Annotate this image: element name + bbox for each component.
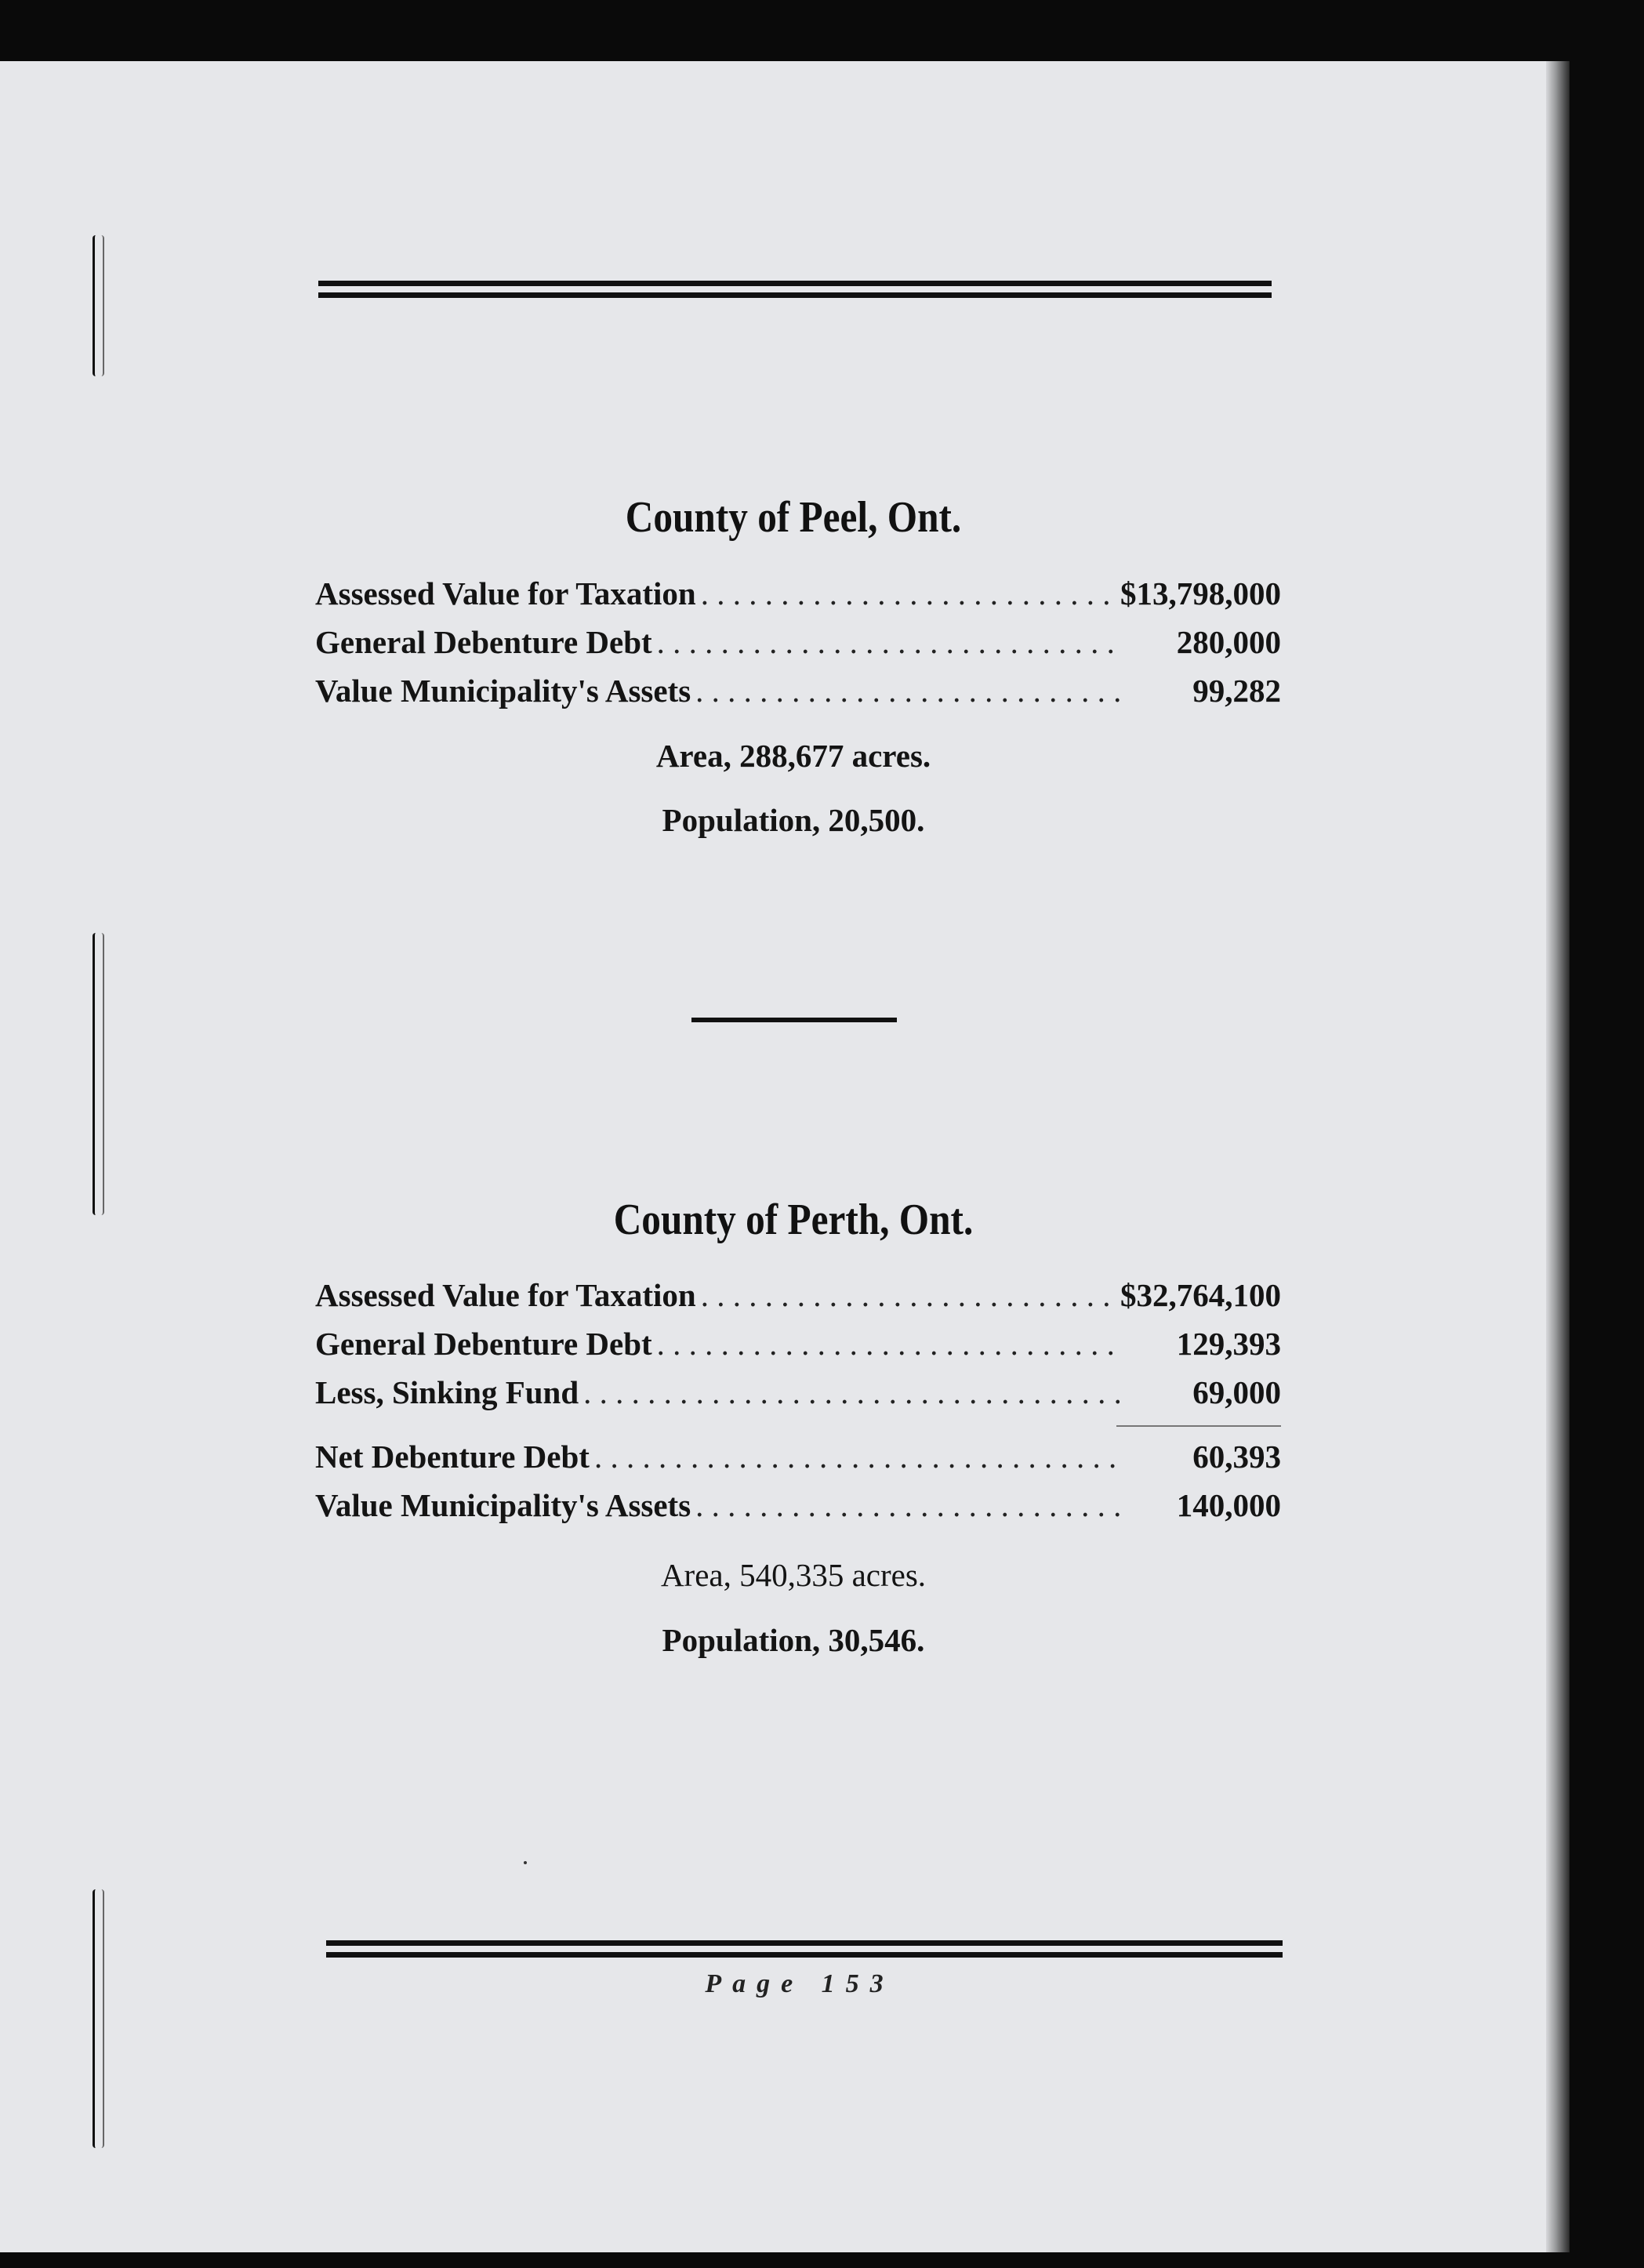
perth-population: Population, 30,546. (662, 1622, 925, 1658)
row-label: Less, Sinking Fund (315, 1374, 579, 1410)
row-label: Net Debenture Debt (315, 1439, 590, 1475)
perth-area: Area, 540,335 acres. (660, 1557, 927, 1593)
peel-population: Population, 20,500. (662, 802, 925, 838)
top-double-rule (318, 281, 1272, 298)
row-value: 69,000 (1192, 1374, 1281, 1410)
bottom-double-rule (326, 1940, 1283, 1958)
table-row (315, 1374, 1281, 1422)
table-row (315, 1438, 1281, 1486)
row-value: 60,393 (1192, 1439, 1281, 1475)
book-spine-edge (1546, 61, 1570, 2252)
peel-financial-table (315, 575, 1281, 720)
row-label: General Debenture Debt (315, 1326, 652, 1362)
dot-leader (583, 1374, 1120, 1411)
row-value: 280,000 (1176, 624, 1281, 660)
row-value: 140,000 (1176, 1487, 1281, 1523)
table-row (315, 672, 1281, 720)
section-title-perth: County of Perth, Ont. (613, 1196, 974, 1244)
dot-leader (657, 623, 1120, 661)
row-label: Assessed Value for Taxation (315, 1277, 696, 1313)
peel-area: Area, 288,677 acres. (655, 738, 931, 774)
binding-stitch-mark (93, 1889, 104, 2148)
binding-stitch-mark (93, 933, 104, 1215)
row-value: $13,798,000 (1120, 575, 1281, 611)
section-divider-rule (691, 1018, 897, 1022)
row-value: 99,282 (1192, 673, 1281, 709)
row-value: $32,764,100 (1120, 1277, 1281, 1313)
table-row (315, 575, 1281, 623)
page (0, 61, 1560, 2252)
row-label: General Debenture Debt (315, 624, 652, 660)
table-row (315, 1325, 1281, 1374)
table-row (315, 623, 1281, 672)
paper-speck (524, 1861, 527, 1864)
dot-leader (695, 672, 1120, 709)
dot-leader (657, 1325, 1120, 1363)
binding-stitch-mark (93, 235, 104, 376)
row-label: Value Municipality's Assets (315, 1487, 691, 1523)
dot-leader (695, 1486, 1120, 1524)
row-label: Value Municipality's Assets (315, 673, 691, 709)
dot-leader (594, 1438, 1120, 1475)
perth-financial-table (315, 1276, 1281, 1535)
section-title-peel: County of Peel, Ont. (625, 493, 962, 542)
table-row (315, 1276, 1281, 1325)
page-number: Page 153 (705, 1969, 895, 1998)
row-value: 129,393 (1176, 1326, 1281, 1362)
table-row (315, 1486, 1281, 1535)
dot-leader (701, 1276, 1116, 1314)
dot-leader (701, 575, 1116, 612)
row-label: Assessed Value for Taxation (315, 575, 696, 611)
subtotal-rule (1116, 1425, 1281, 1427)
